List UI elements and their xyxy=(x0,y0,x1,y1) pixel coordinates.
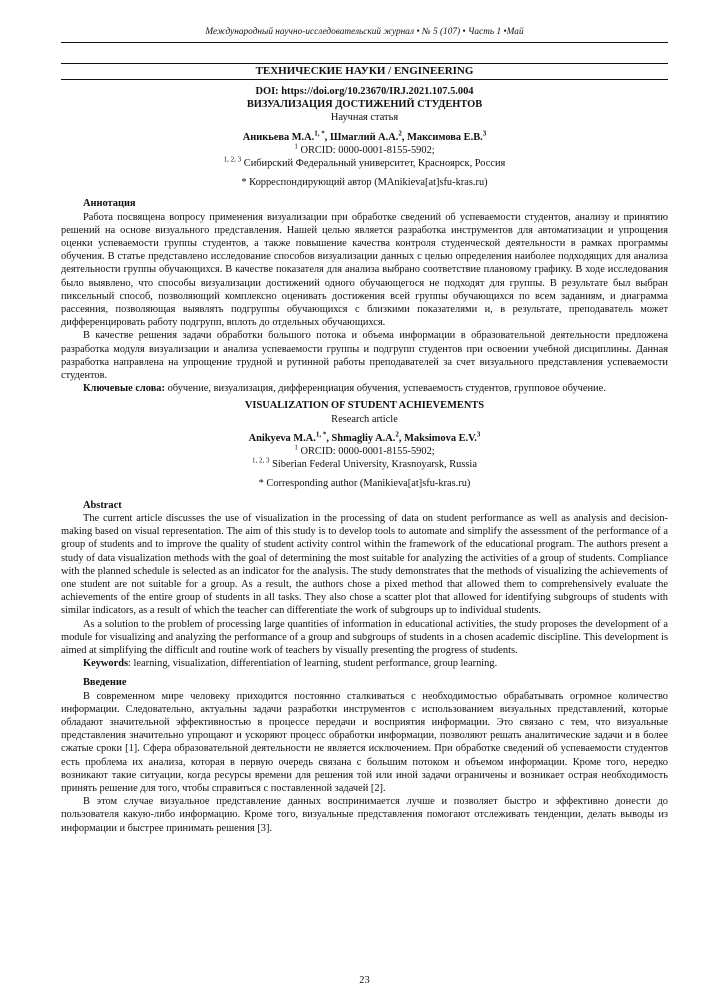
doi[interactable]: DOI: https://doi.org/10.23670/IRJ.2021.107.5.004 xyxy=(255,86,474,97)
intro-paragraph-2: В этом случае визуальное представление данных воспринимается лучше и позволяет быстро и эффективно донести до пользователя какую-либо информацию. Кроме того, визуальные представления помогают отслеживать тенденции, делать выводы из информации и быстрее принимать решения [3]. xyxy=(61,796,668,834)
ru-author-2: Шмаглий А.А. xyxy=(329,131,399,143)
en-authors: Anikyeva M.A.$^{1, *}$, Shmagliy A.A.$^2$, Maksimova E.V.$^3$ xyxy=(248,430,481,444)
en-title: VISUALIZATION OF STUDENT ACHIEVEMENTS xyxy=(244,400,485,412)
en-article-type: Research article xyxy=(331,413,398,425)
section-title: ТЕХНИЧЕСКИЕ НАУКИ / ENGINEERING xyxy=(255,65,474,77)
en-author-3: Maksimova E.V. xyxy=(404,432,477,444)
ru-author-3: Максимова Е.В. xyxy=(407,131,483,143)
ru-keywords: Ключевые слова: обучение, визуализация, дифференциация обучения, успеваемость студентов, групповое обучение. xyxy=(83,383,606,395)
ru-author-1: Аникьева М.А. xyxy=(242,131,315,143)
en-corresponding-author: * Corresponding author (Manikieva[at]sfu-kras.ru) xyxy=(258,478,471,490)
en-affiliation: $^{1, 2, 3}$ Siberian Federal University, Krasnoyarsk, Russia xyxy=(252,456,477,471)
header-rule-middle xyxy=(61,63,668,64)
article-content xyxy=(61,85,668,835)
en-abstract-heading: Abstract xyxy=(83,499,122,511)
ru-title: ВИЗУАЛИЗАЦИЯ ДОСТИЖЕНИЙ СТУДЕНТОВ xyxy=(246,99,483,111)
en-keywords: Keywords: learning, visualization, differentiation of learning, student performance, group learning. xyxy=(83,658,498,670)
en-abstract-paragraph-2: As a solution to the problem of processing large quantities of information in educational activities, the study proposes the development of a module for visualizing and analyzing the performance of a group and subgroups of students in a chosen academic discipline. This development is aimed at simplifying the difficult and routine work of teachers by visually presenting the progress of students. xyxy=(61,618,668,656)
ru-abstract-paragraph-1: Работа посвящена вопросу применения визуализации при обработке сведений об успеваемости студентов, анализу и принятию решений на основе визуального представления. Нашей целью является разработка инструментов для автоматизации и упрощения оценки успеваемости группы студентов, а также повышение качества контроля студенческой деятельности в рамках программы обучения. В статье представлено исследование способов визуализации данных с целью определения наиболее подходящих для анализа деятельности группы обучающихся. В качестве показателя для анализа выбрано соответствие плановому графику. В ходе исследования было выявлено, что способы визуализации достижений одного обучающегося не подходят для группы. В результате был выбран пиксельный способ, позволяющий комплексно оценивать достижения всей группы обучающихся по всем заданиям, и диаграмма рассеяния, позволяющая выявлять подгруппы обучающихся с близкими показателями и, в результате, преподаватель может дифференцировать работу подгрупп, вплоть до отдельных обучающихся. xyxy=(61,211,668,329)
intro-heading: Введение xyxy=(83,677,127,689)
page-number: 23 xyxy=(359,975,370,986)
journal-header: Международный научно-исследовательский журнал • № 5 (107) • Часть 1 •Май xyxy=(205,27,524,37)
ru-corresponding-author: * Корреспондирующий автор (MAnikieva[at]sfu-kras.ru) xyxy=(241,177,488,189)
ru-authors: Аникьева М.А.$^{1, *}$, Шмаглий А.А.$^2$, Максимова Е.В.$^3$ xyxy=(242,129,487,143)
intro-paragraph-1: В современном мире человеку приходится постоянно сталкиваться с необходимостью обрабатывать огромное количество информации. Следовательно, актуальны задачи разработки инструментов с использованием визуальных представлений, которые обладают значительной эффективностью в процессе передачи и восприятия информации. Это связано с тем, что визуальные представления значительно упрощают и ускоряют процесс обработки информации, позволяют решать аналитические задачи и в более сжатые сроки [1]. Сфера образовательной деятельности не является исключением. При обработке сведений об успеваемости студентов есть проблема их анализа, которая в первую очередь связана с большим потоком и объемом информации. Кроме того, нередко возникают такие ситуации, когда ресурсы времени для решения той или иной задачи ограничены и возникает острая необходимость принять решение для того, чтобы справиться с поставленной задачей [2]. xyxy=(61,690,668,794)
ru-abstract-heading: Аннотация xyxy=(83,198,136,210)
ru-abstract-paragraph-2: В качестве решения задачи обработки большого потока и объема информации в образовательной деятельности предложена разработка модуля визуализации и анализа успеваемости группы и подгрупп студентов при освоении учебной дисциплины. Данная разработка направлена на упрощение трудной и рутинной работы преподавателей за счет визуального представления успеваемости студентов. xyxy=(61,330,668,382)
header-rule-bottom xyxy=(61,79,668,80)
header-rule-top xyxy=(61,42,668,43)
ru-orcid: $^1$ ORCID: 0000-0001-8155-5902; xyxy=(294,142,435,156)
ru-article-type: Научная статья xyxy=(330,112,399,124)
en-abstract-paragraph-1: The current article discusses the use of visualization in the processing of data on student performance as well as analysis and decision-making based on visual representation. The aim of this study is to develop tools to automate and simplify the assessment of the performance of a group of students and to improve the quality of student activity control within the framework of the educational program. The authors present a study of data visualization methods with the goal of determining the most suitable for analyzing the activities of a group of students. Compliance with the planned schedule is selected as an indicator for the analysis. The study demonstrates that the methods of visualizing the achievements of one student are not suitable for a group. As a result, the authors chose a pixed method that allowed them to comprehensively evaluate the achievements of the entire group of students in all tasks. They also chose a scatter plot that allowed for identifying subgroups of students with similar indicators, as a result of which the teacher can differentiate the work of subgroups up to individual students. xyxy=(61,512,668,617)
en-author-2: Shmagliy A.A. xyxy=(331,432,396,444)
en-orcid: $^1$ ORCID: 0000-0001-8155-5902; xyxy=(294,443,435,458)
ru-affiliation: $^{1, 2, 3}$ Сибирский Федеральный университет, Красноярск, Россия xyxy=(223,155,506,170)
en-author-1: Anikyeva M.A. xyxy=(248,432,316,444)
